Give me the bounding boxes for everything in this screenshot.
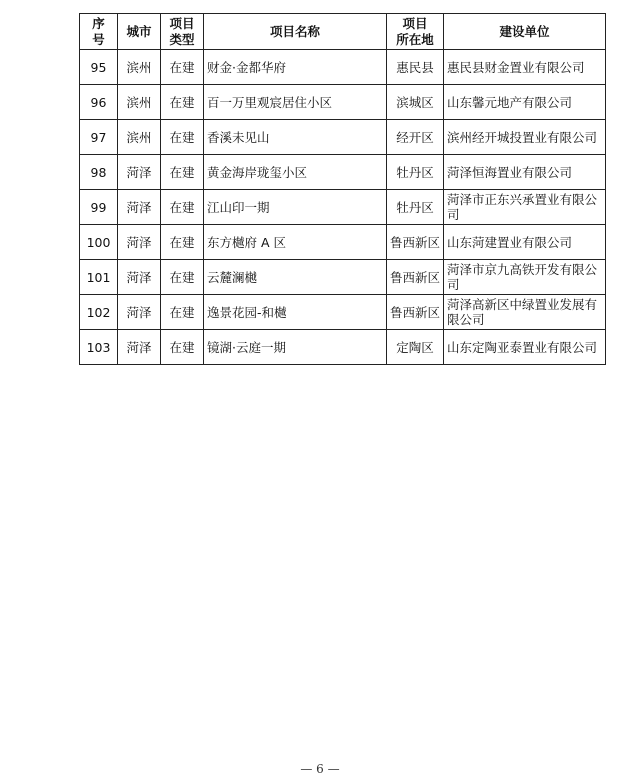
cell-builder: 菏泽恒海置业有限公司 (444, 155, 606, 190)
cell-location: 定陶区 (387, 330, 444, 365)
cell-builder: 惠民县财金置业有限公司 (444, 50, 606, 85)
cell-city: 菏泽 (118, 155, 161, 190)
cell-city: 菏泽 (118, 260, 161, 295)
table-row (80, 190, 606, 225)
table-row (80, 260, 606, 295)
cell-location: 经开区 (387, 120, 444, 155)
cell-type: 在建 (161, 120, 204, 155)
cell-no: 99 (80, 190, 118, 225)
table-header-row (80, 14, 606, 50)
cell-project-name: 香溪未见山 (204, 120, 387, 155)
header-location: 项目 所在地 (387, 14, 444, 50)
cell-builder: 山东馨元地产有限公司 (444, 85, 606, 120)
cell-builder: 菏泽高新区中绿置业发展有限公司 (444, 295, 606, 330)
cell-no: 103 (80, 330, 118, 365)
header-builder: 建设单位 (444, 14, 606, 50)
table-row (80, 225, 606, 260)
cell-city: 菏泽 (118, 330, 161, 365)
cell-no: 101 (80, 260, 118, 295)
table-row (80, 155, 606, 190)
cell-no: 98 (80, 155, 118, 190)
cell-city: 菏泽 (118, 225, 161, 260)
table-row (80, 295, 606, 330)
header-city: 城市 (118, 14, 161, 50)
cell-project-name: 逸景花园-和樾 (204, 295, 387, 330)
cell-type: 在建 (161, 190, 204, 225)
cell-type: 在建 (161, 225, 204, 260)
projects-table (79, 13, 606, 365)
cell-builder: 滨州经开城投置业有限公司 (444, 120, 606, 155)
cell-location: 牡丹区 (387, 155, 444, 190)
table-row (80, 85, 606, 120)
cell-project-name: 财金·金都华府 (204, 50, 387, 85)
page-number: — 6 — (300, 762, 340, 776)
table-row (80, 120, 606, 155)
cell-builder: 山东定陶亚泰置业有限公司 (444, 330, 606, 365)
cell-builder: 菏泽市正东兴承置业有限公司 (444, 190, 606, 225)
cell-builder: 菏泽市京九高铁开发有限公司 (444, 260, 606, 295)
cell-type: 在建 (161, 85, 204, 120)
cell-type: 在建 (161, 155, 204, 190)
cell-type: 在建 (161, 330, 204, 365)
cell-city: 滨州 (118, 85, 161, 120)
table-row (80, 330, 606, 365)
cell-location: 牡丹区 (387, 190, 444, 225)
cell-type: 在建 (161, 50, 204, 85)
cell-type: 在建 (161, 295, 204, 330)
cell-type: 在建 (161, 260, 204, 295)
cell-project-name: 江山印一期 (204, 190, 387, 225)
table-body (80, 50, 606, 365)
cell-no: 95 (80, 50, 118, 85)
cell-city: 滨州 (118, 120, 161, 155)
cell-location: 惠民县 (387, 50, 444, 85)
cell-no: 100 (80, 225, 118, 260)
cell-city: 滨州 (118, 50, 161, 85)
cell-city: 菏泽 (118, 295, 161, 330)
header-name: 项目名称 (204, 14, 387, 50)
cell-project-name: 镜湖·云庭一期 (204, 330, 387, 365)
cell-project-name: 百一万里观宸居住小区 (204, 85, 387, 120)
cell-city: 菏泽 (118, 190, 161, 225)
cell-location: 鲁西新区 (387, 225, 444, 260)
cell-project-name: 东方樾府 A 区 (204, 225, 387, 260)
cell-project-name: 黄金海岸珑玺小区 (204, 155, 387, 190)
cell-no: 102 (80, 295, 118, 330)
cell-location: 鲁西新区 (387, 260, 444, 295)
cell-location: 鲁西新区 (387, 295, 444, 330)
cell-builder: 山东菏建置业有限公司 (444, 225, 606, 260)
header-type: 项目 类型 (161, 14, 204, 50)
cell-no: 97 (80, 120, 118, 155)
header-no: 序 号 (80, 14, 118, 50)
cell-project-name: 云麓澜樾 (204, 260, 387, 295)
table-row (80, 50, 606, 85)
cell-no: 96 (80, 85, 118, 120)
cell-location: 滨城区 (387, 85, 444, 120)
